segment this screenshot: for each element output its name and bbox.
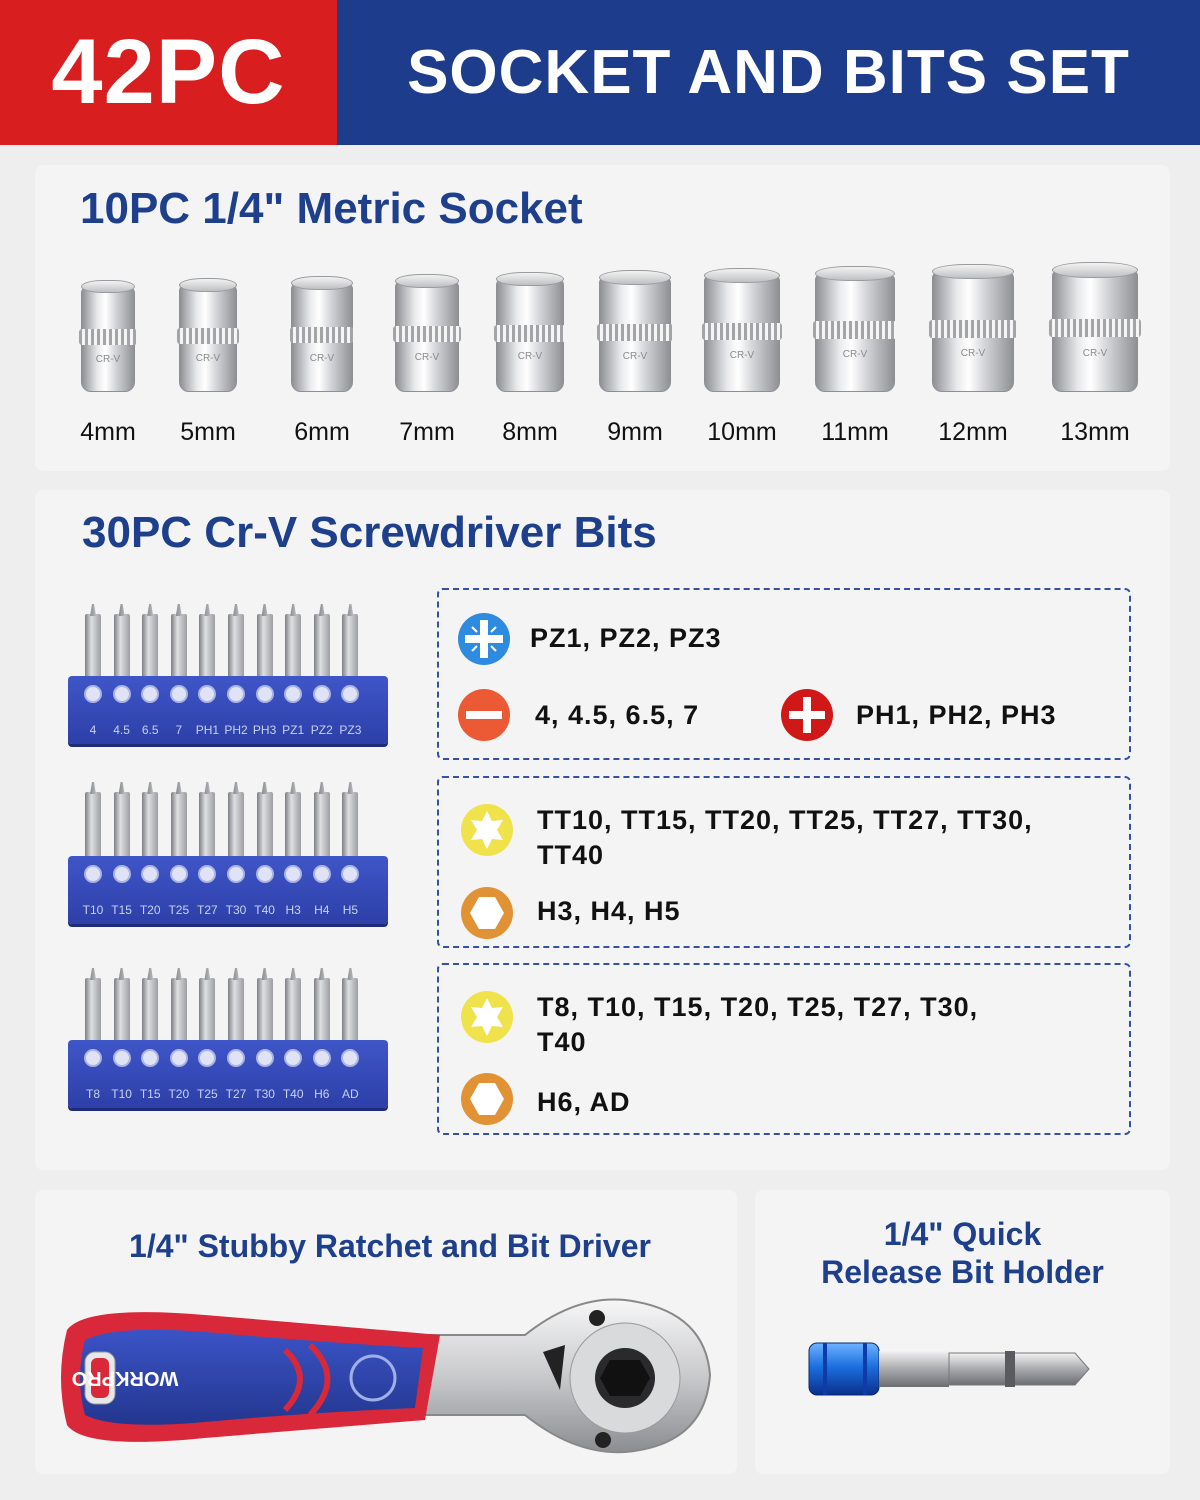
rack-slot-label: T40: [282, 1087, 304, 1101]
rack-slot: [84, 1049, 102, 1067]
socket-6: [599, 270, 671, 392]
hex-adapter-icon: [460, 1072, 514, 1126]
screwdriver-bit: [342, 792, 358, 858]
socket-stamp: CR-V: [517, 351, 543, 363]
rack-slot-label: H5: [342, 903, 359, 917]
ratchet-brand: WORKPRO: [71, 1367, 179, 1389]
socket-4: [395, 274, 460, 392]
tamper-torx-sizes-2: TT40: [537, 840, 605, 870]
rack-slot: [284, 685, 302, 703]
rack-slot: [256, 685, 274, 703]
piece-count: 42PC: [51, 21, 286, 123]
rack-slot: [84, 865, 102, 883]
rack-slot: [341, 865, 359, 883]
screwdriver-bit: [85, 614, 101, 678]
pozidriv-icon: [457, 612, 511, 666]
screwdriver-bit: [257, 792, 273, 858]
rack-slot: [284, 1049, 302, 1067]
rack-slot-label: T15: [139, 1087, 161, 1101]
screwdriver-bit: [85, 978, 101, 1042]
rack-slot-label: T20: [168, 1087, 190, 1101]
screwdriver-bit: [114, 978, 130, 1042]
bit-rack-3: [68, 1040, 388, 1108]
rack-slot: [141, 1049, 159, 1067]
torx-sizes-2: T40: [537, 1027, 587, 1057]
rack-slot: [170, 685, 188, 703]
bit-rack-2: [68, 856, 388, 924]
rack-slot: [313, 1049, 331, 1067]
rack-slot: [341, 685, 359, 703]
screwdriver-bit: [171, 978, 187, 1042]
rack-slot: [84, 685, 102, 703]
screwdriver-bit: [85, 792, 101, 858]
rack-slot: [170, 1049, 188, 1067]
screwdriver-bit: [142, 978, 158, 1042]
rack-slot-label: PZ3: [339, 723, 362, 737]
rack-slot-label: T27: [225, 1087, 247, 1101]
rack-slot: [170, 865, 188, 883]
socket-size-label: 8mm: [502, 418, 558, 446]
phillips-sizes: PH1, PH2, PH3: [856, 700, 1057, 730]
socket-stamp: CR-V: [729, 349, 755, 361]
rack-slot-label: AD: [342, 1087, 359, 1101]
rack-slot: [256, 865, 274, 883]
rack-slot-label: T40: [254, 903, 275, 917]
socket-size-label: 12mm: [938, 418, 1008, 446]
rack-slot: [113, 865, 131, 883]
rack-slot-label: PH1: [195, 723, 220, 737]
rack-slot-label: PZ1: [282, 723, 305, 737]
socket-title: 10PC 1/4" Metric Socket: [80, 184, 583, 233]
socket-size-label: 11mm: [821, 418, 889, 446]
screwdriver-bit: [114, 792, 130, 858]
socket-size-label: 5mm: [180, 418, 236, 446]
rack-slot: [227, 685, 245, 703]
rack-slot: [313, 865, 331, 883]
screwdriver-bit: [171, 614, 187, 678]
rack-slot: [256, 1049, 274, 1067]
socket-size-label: 6mm: [294, 418, 350, 446]
socket-size-label: 10mm: [707, 418, 777, 446]
slotted-sizes: 4, 4.5, 6.5, 7: [535, 700, 700, 730]
rack-slot: [141, 865, 159, 883]
rack-slot-label: T8: [85, 1087, 100, 1101]
socket-5: [496, 272, 564, 392]
rack-slot-label: H3: [285, 903, 301, 917]
rack-slot: [227, 865, 245, 883]
rack-slot-label: PH2: [224, 723, 248, 737]
bits-title: 30PC Cr-V Screwdriver Bits: [82, 508, 657, 557]
socket-size-label: 9mm: [607, 418, 663, 446]
screwdriver-bit: [199, 792, 215, 858]
screwdriver-bit: [171, 792, 187, 858]
pozidriv-sizes: PZ1, PZ2, PZ3: [530, 623, 722, 653]
screwdriver-bit: [142, 792, 158, 858]
screwdriver-bit: [199, 614, 215, 678]
rack-slot: [141, 685, 159, 703]
tamper-torx-icon: [460, 803, 514, 857]
rack-slot-label: T30: [225, 903, 247, 917]
screwdriver-bit: [257, 978, 273, 1042]
holder-title-1: 1/4" Quick: [883, 1216, 1042, 1252]
socket-stamp: CR-V: [960, 348, 986, 360]
torx-sizes-1: T8, T10, T15, T20, T25, T27, T30,: [537, 992, 979, 1022]
socket-stamp: CR-V: [309, 352, 335, 364]
socket-1: [81, 280, 135, 392]
screwdriver-bit: [314, 614, 330, 678]
screwdriver-bit: [228, 792, 244, 858]
rack-slot: [113, 1049, 131, 1067]
rack-slot-label: 4: [89, 723, 97, 737]
holder-title-2: Release Bit Holder: [821, 1254, 1104, 1290]
rack-slot-label: PH3: [252, 723, 277, 737]
slotted-icon: [457, 688, 511, 742]
socket-stamp: CR-V: [414, 351, 440, 363]
screwdriver-bit: [257, 614, 273, 678]
bit-holder-image: [805, 1335, 1095, 1405]
socket-3: [291, 276, 352, 392]
screwdriver-bit: [314, 978, 330, 1042]
socket-size-label: 13mm: [1060, 418, 1130, 446]
rack-slot: [341, 1049, 359, 1067]
title-block: [337, 0, 1200, 145]
rack-slot: [198, 1049, 216, 1067]
screwdriver-bit: [314, 792, 330, 858]
rack-slot: [113, 685, 131, 703]
screwdriver-bit: [342, 614, 358, 678]
socket-stamp: CR-V: [1082, 347, 1108, 359]
rack-slot-label: T10: [111, 1087, 132, 1101]
rack-slot-label: T20: [139, 903, 161, 917]
screwdriver-bit: [342, 978, 358, 1042]
ratchet-title: 1/4" Stubby Ratchet and Bit Driver: [129, 1228, 651, 1264]
rack-slot: [313, 685, 331, 703]
torx-icon: [460, 990, 514, 1044]
piece-count-block: [0, 0, 337, 145]
page-title: SOCKET AND BITS SET: [407, 38, 1130, 107]
hex-icon: [460, 886, 514, 940]
tamper-torx-sizes-1: TT10, TT15, TT20, TT25, TT27, TT30,: [537, 805, 1033, 835]
bit-rack-1: [68, 676, 388, 744]
rack-slot-label: T15: [111, 903, 132, 917]
rack-slot: [198, 685, 216, 703]
rack-slot-label: 6.5: [141, 723, 159, 737]
hex-sizes-1: H3, H4, H5: [537, 896, 681, 926]
rack-slot-label: 4.5: [113, 723, 130, 737]
rack-slot: [284, 865, 302, 883]
socket-size-label: 7mm: [399, 418, 455, 446]
rack-slot-label: H4: [314, 903, 330, 917]
socket-size-label: 4mm: [80, 418, 136, 446]
rack-slot: [227, 1049, 245, 1067]
socket-stamp: CR-V: [842, 349, 868, 361]
socket-stamp: CR-V: [622, 350, 648, 362]
rack-slot-label: H6: [314, 1087, 330, 1101]
screwdriver-bit: [285, 614, 301, 678]
screwdriver-bit: [199, 978, 215, 1042]
socket-8: [815, 266, 894, 392]
phillips-icon: [780, 688, 834, 742]
socket-9: [932, 264, 1015, 392]
socket-2: [179, 278, 237, 392]
hex-sizes-2: H6, AD: [537, 1087, 631, 1117]
rack-slot: [198, 865, 216, 883]
stubby-ratchet-image: [55, 1290, 725, 1465]
rack-slot-label: T27: [197, 903, 218, 917]
screwdriver-bit: [228, 614, 244, 678]
header-banner: [0, 0, 1200, 145]
socket-stamp: CR-V: [95, 353, 121, 365]
socket-7: [704, 268, 780, 392]
socket-10: [1052, 262, 1138, 392]
rack-slot-label: 7: [175, 723, 183, 737]
screwdriver-bit: [114, 614, 130, 678]
rack-slot-label: T25: [168, 903, 190, 917]
rack-slot-label: T30: [254, 1087, 275, 1101]
screwdriver-bit: [228, 978, 244, 1042]
rack-slot-label: T10: [82, 903, 104, 917]
screwdriver-bit: [285, 978, 301, 1042]
bit-group-1: [437, 588, 1131, 760]
screwdriver-bit: [142, 614, 158, 678]
socket-stamp: CR-V: [195, 353, 221, 365]
rack-slot-label: PZ2: [310, 723, 333, 737]
screwdriver-bit: [285, 792, 301, 858]
rack-slot-label: T25: [197, 1087, 218, 1101]
